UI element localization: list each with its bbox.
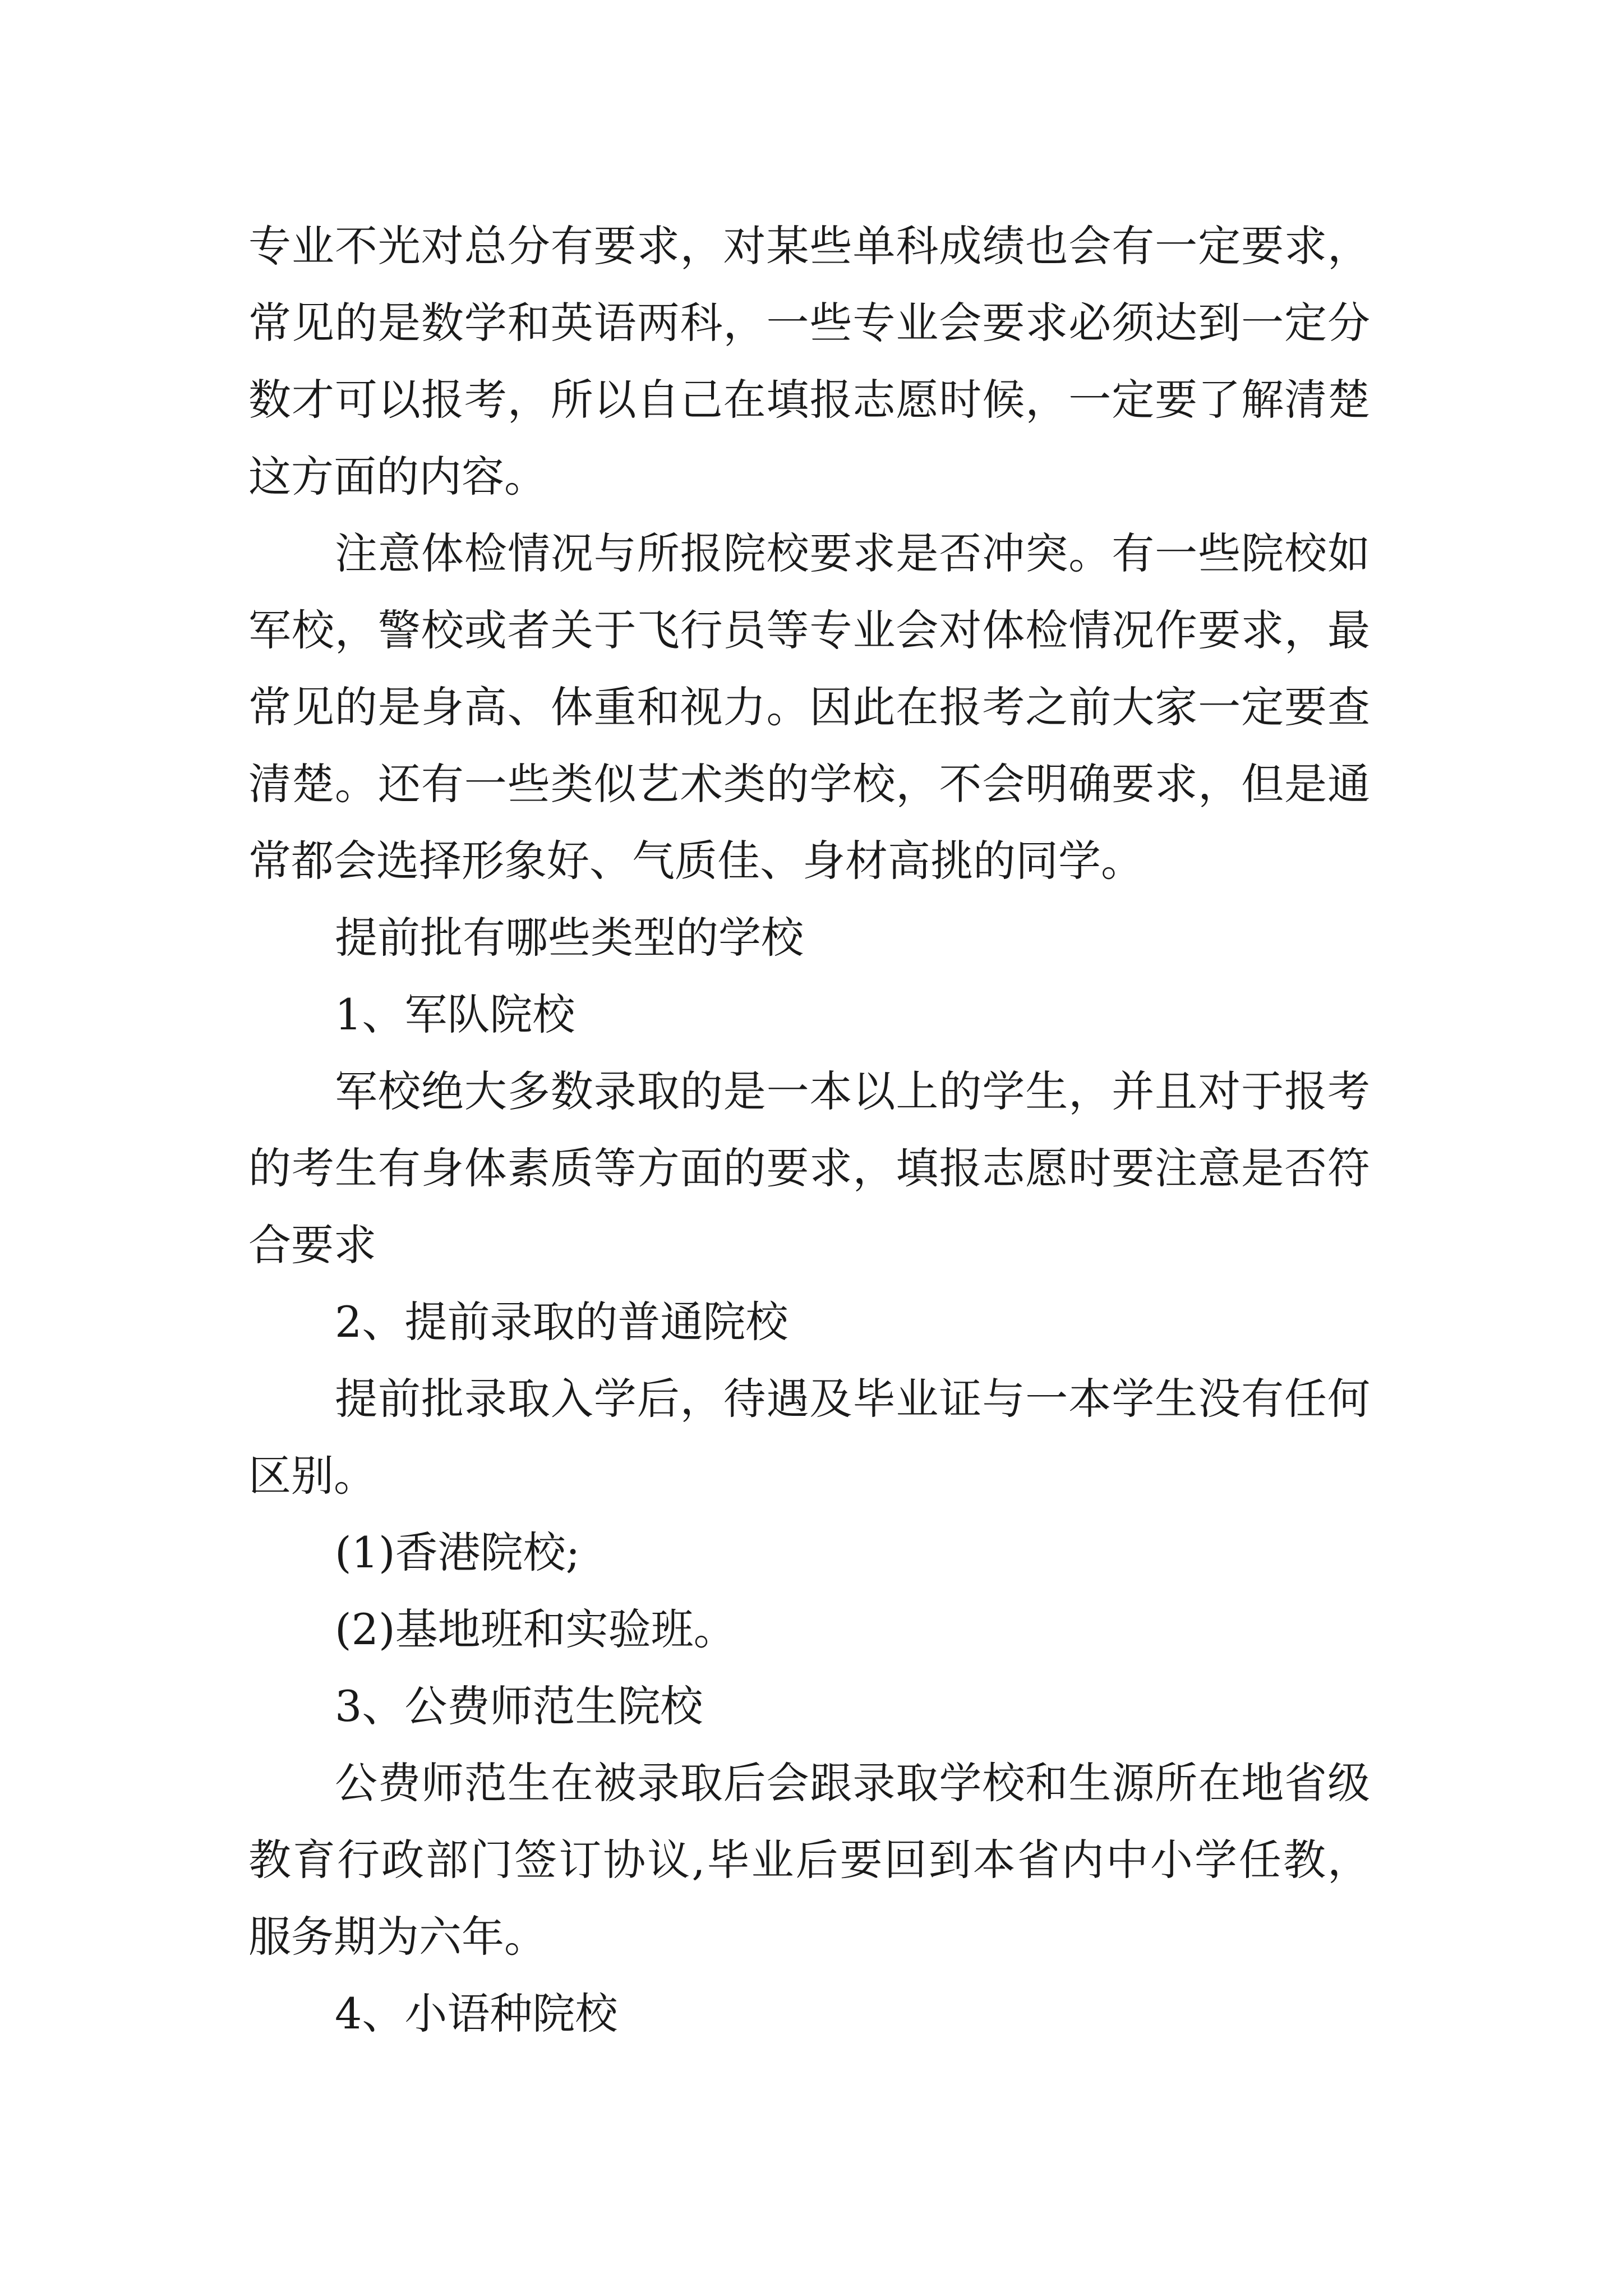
paragraph-early-admission-regular: 提前批录取入学后，待遇及毕业证与一本学生没有任何区别。: [248, 1374, 1370, 1501]
paragraph-physical-exam: 注意体检情况与所报院校要求是否冲突。有一些院校如军校，警校或者关于飞行员等专业会对体检情况作要求，最常见的是身高、体重和视力。因此在报考之前大家一定要查清楚。还有一些类似艺术类的学校，不会明确要求，但是通常都会选择形象好、气质佳、身材高挑的同学。: [248, 528, 1370, 886]
heading-minor-language: 4、小语种院校: [335, 1989, 618, 2039]
list-item-base-class: (2)基地班和实验班。: [335, 1604, 736, 1654]
heading-early-admission-regular: 2、提前录取的普通院校: [335, 1297, 789, 1347]
document-page: [248, 208, 1370, 2052]
paragraph-military-academies: 军校绝大多数录取的是一本以上的学生，并且对于报考的考生有身体素质等方面的要求，填报志愿时要注意是否符合要求: [248, 1066, 1370, 1270]
paragraph-specialty-requirements: 专业不光对总分有要求，对某些单科成绩也会有一定要求，常见的是数学和英语两科，一些专业会要求必须达到一定分数才可以报考，所以自己在填报志愿时候，一定要了解清楚这方面的内容。: [248, 221, 1370, 501]
list-item-hong-kong: (1)香港院校;: [335, 1527, 580, 1577]
heading-military-academies: 1、军队院校: [335, 990, 575, 1039]
heading-public-funded-normal: 3、公费师范生院校: [335, 1681, 703, 1731]
heading-early-batch-school-types: 提前批有哪些类型的学校: [335, 913, 804, 963]
paragraph-public-funded-normal: 公费师范生在被录取后会跟录取学校和生源所在地省级教育行政部门签订协议,毕业后要回到本省内中小学任教，服务期为六年。: [248, 1758, 1370, 1962]
